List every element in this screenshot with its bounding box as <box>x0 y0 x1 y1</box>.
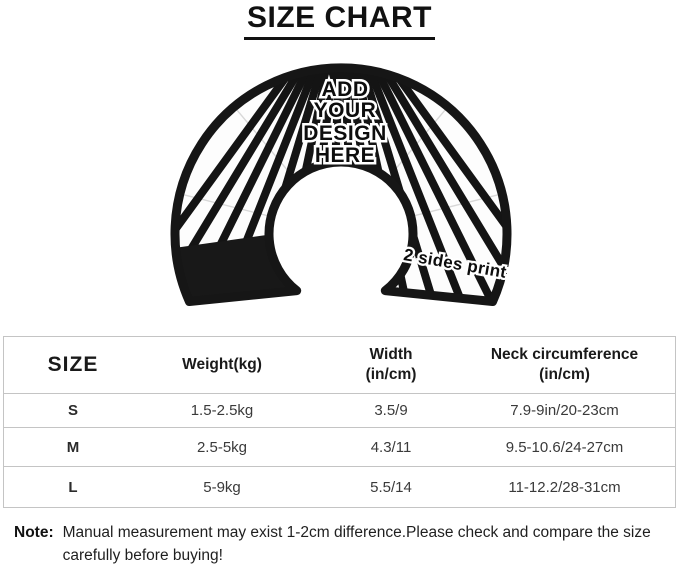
collar-graphic <box>158 55 526 307</box>
pet-cone-collar-illustration <box>158 55 526 307</box>
cell-size: M <box>66 438 80 456</box>
design-line-1: ADD <box>321 78 369 101</box>
header-cell-width: Width (in/cm) <box>365 346 417 383</box>
note-label: Note: <box>14 524 54 541</box>
note <box>14 521 670 567</box>
note-text: Manual measurement may exist 1-2cm difference.Please check and compare the size carefully before buying! <box>62 524 651 564</box>
cell-width: 5.5/14 <box>370 478 412 496</box>
table-header-row <box>4 337 675 393</box>
table-row <box>4 427 675 466</box>
table-row <box>4 393 675 427</box>
size-table <box>3 336 676 508</box>
cell-weight: 2.5-5kg <box>196 438 248 456</box>
header-cell-size: SIZE <box>47 353 99 376</box>
print-badge: 2 sides print <box>402 245 508 282</box>
design-line-3: DESIGN <box>303 122 387 145</box>
cell-width: 3.5/9 <box>374 402 408 419</box>
cell-neck: 9.5-10.6/24-27cm <box>505 438 624 456</box>
header-cell-weight: Weight(kg) <box>182 356 262 373</box>
cell-weight: 1.5-2.5kg <box>190 402 254 419</box>
page-title: SIZE CHART <box>244 1 435 40</box>
cell-size: L <box>68 478 78 496</box>
design-line-4: HERE <box>314 144 376 167</box>
cell-width: 4.3/11 <box>370 438 412 456</box>
cell-neck: 11-12.2/28-31cm <box>508 478 621 496</box>
title-bar <box>0 0 679 40</box>
design-line-2: YOUR <box>313 99 377 122</box>
cell-weight: 5-9kg <box>203 478 241 496</box>
table-row <box>4 466 675 507</box>
cell-size: S <box>67 402 78 419</box>
cell-neck: 7.9-9in/20-23cm <box>510 402 619 419</box>
header-cell-neck: Neck circumference (in/cm) <box>490 346 639 383</box>
